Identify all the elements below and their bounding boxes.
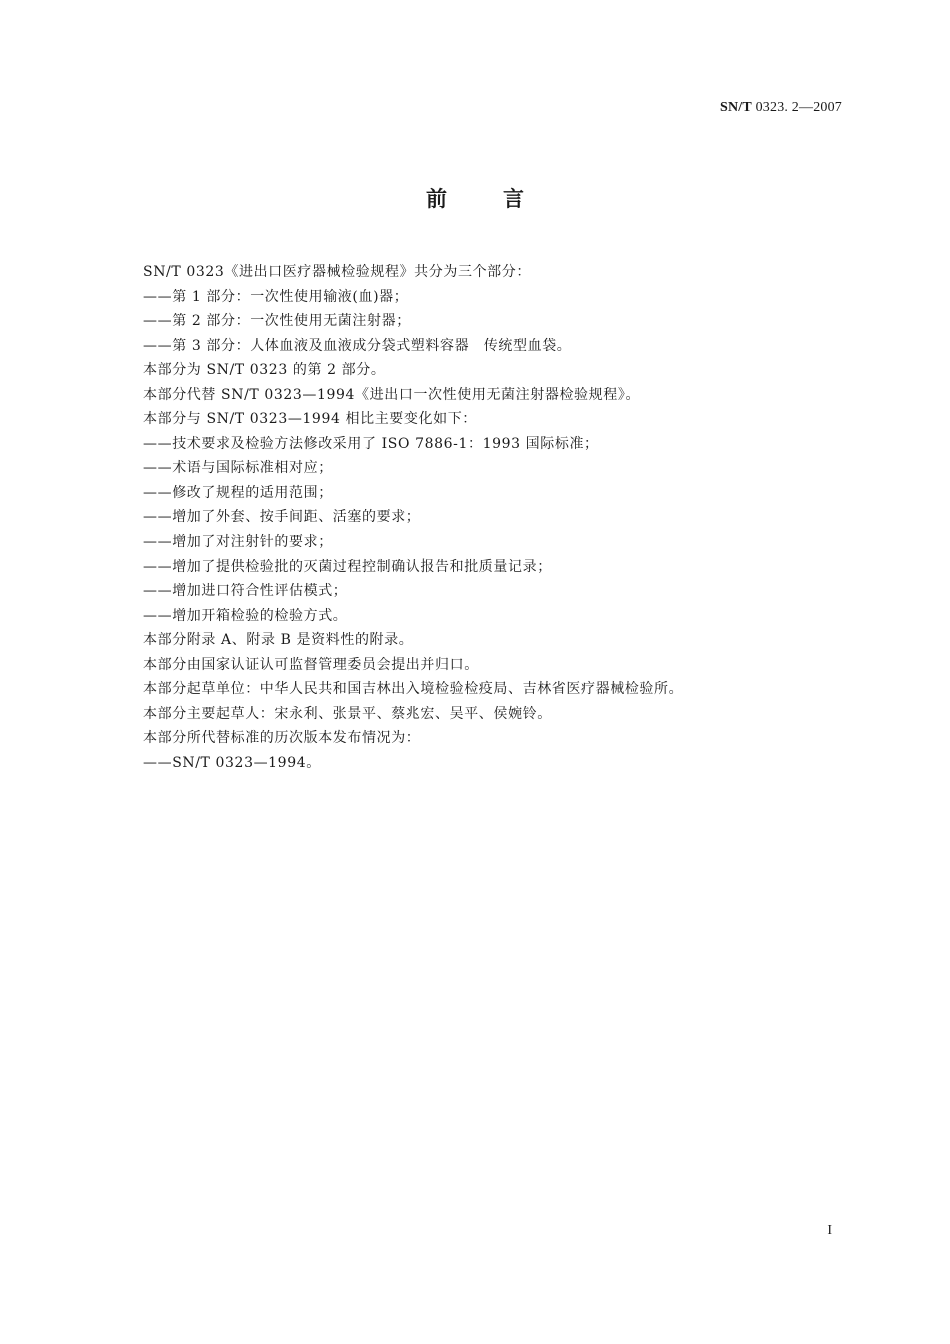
- paragraph-line: ——增加开箱检验的检验方式。: [143, 607, 348, 624]
- paragraph-line: ——第 1 部分：一次性使用输液(血)器；: [143, 288, 409, 305]
- paragraph-line: ——增加了对注射针的要求；: [143, 534, 333, 551]
- standard-code: 0323. 2—2007: [751, 100, 842, 115]
- paragraph-line: ——第 2 部分：一次性使用无菌注射器；: [143, 313, 411, 330]
- page-title: 前言: [426, 187, 580, 211]
- paragraph-line: ——增加了外套、按手间距、活塞的要求；: [143, 509, 421, 526]
- standard-number: [720, 100, 842, 116]
- paragraph-line: ——术语与国际标准相对应；: [143, 460, 333, 477]
- foreword-body: [143, 260, 843, 775]
- paragraph-line: 本部分为 SN/T 0323 的第 2 部分。: [143, 362, 386, 379]
- paragraph-line: ——增加了提供检验批的灭菌过程控制确认报告和批质量记录；: [143, 558, 552, 575]
- paragraph-line: ——修改了规程的适用范围；: [143, 484, 333, 501]
- paragraph-line: 本部分起草单位：中华人民共和国吉林出入境检验检疫局、吉林省医疗器械检验所。: [143, 681, 684, 698]
- standard-prefix: SN/T: [719, 100, 752, 115]
- paragraph-line: 本部分主要起草人：宋永利、张景平、蔡兆宏、吴平、侯婉铃。: [143, 705, 552, 722]
- paragraph-line: ——第 3 部分：人体血液及血液成分袋式塑料容器 传统型血袋。: [143, 337, 572, 354]
- paragraph-line: 本部分由国家认证认可监督管理委员会提出并归口。: [143, 656, 479, 673]
- paragraph-line: ——增加进口符合性评估模式；: [143, 583, 348, 600]
- paragraph-line: SN/T 0323《进出口医疗器械检验规程》共分为三个部分：: [143, 264, 531, 280]
- paragraph-line: 本部分附录 A、附录 B 是资料性的附录。: [143, 632, 414, 649]
- paragraph-line: ——SN/T 0323—1994。: [143, 754, 321, 771]
- paragraph-line: 本部分代替 SN/T 0323—1994《进出口一次性使用无菌注射器检验规程》。: [143, 386, 641, 403]
- paragraph-line: ——技术要求及检验方法修改采用了 ISO 7886-1：1993 国际标准；: [143, 435, 599, 452]
- page-number: I: [827, 1223, 832, 1238]
- paragraph-line: 本部分所代替标准的历次版本发布情况为：: [143, 730, 421, 747]
- paragraph-line: 本部分与 SN/T 0323—1994 相比主要变化如下：: [143, 411, 477, 428]
